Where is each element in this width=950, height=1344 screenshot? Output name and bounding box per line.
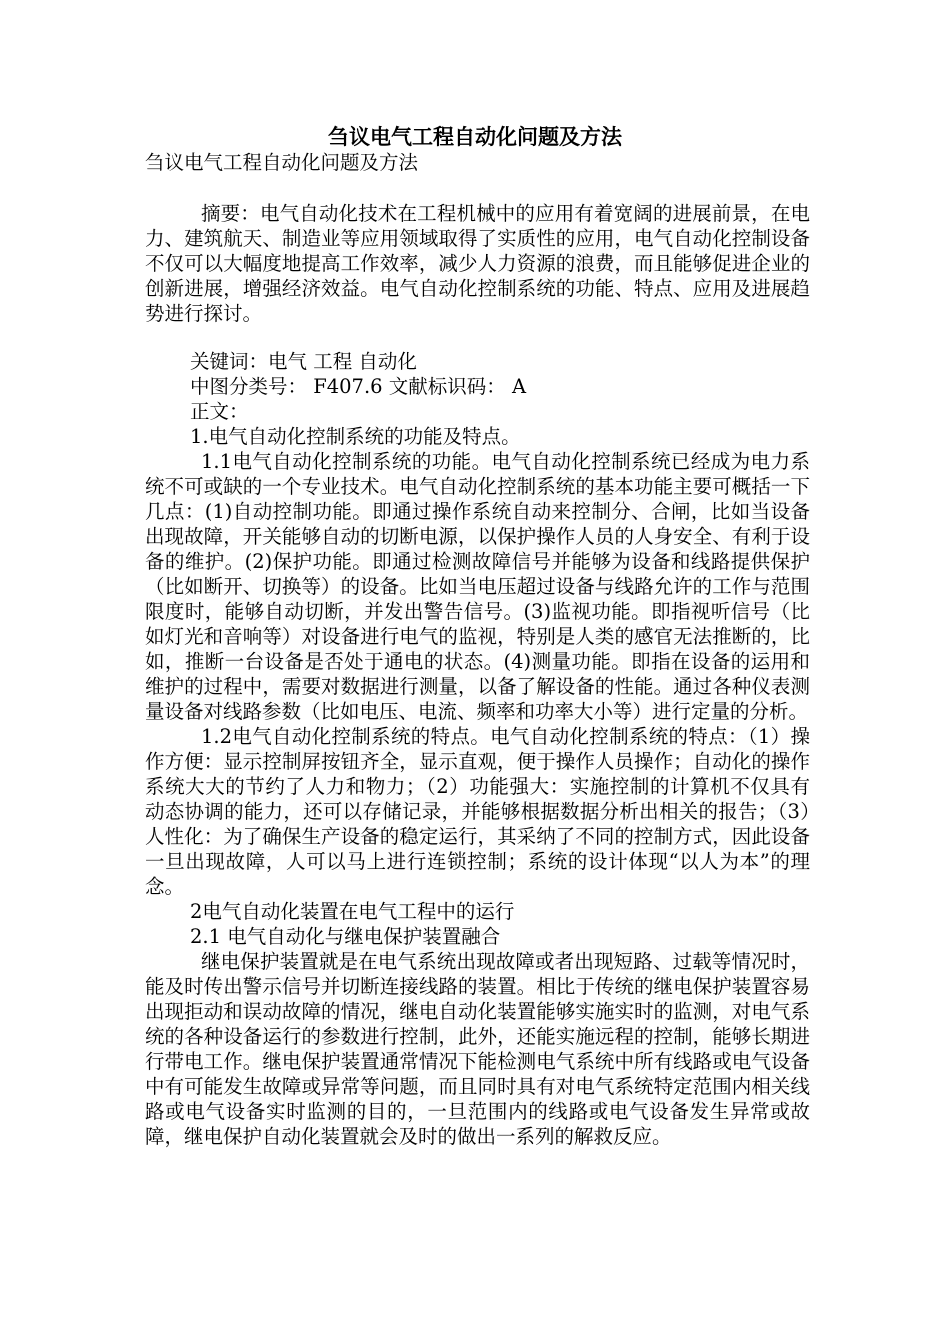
document-subtitle: 刍议电气工程自动化问题及方法 [145,151,419,174]
section1-heading: 1.电气自动化控制系统的功能及特点。 [190,425,521,448]
classification-line: 中图分类号： F407.6 文献标识码： A [190,375,527,398]
document-title: 刍议电气工程自动化问题及方法 [328,124,622,149]
section2-1-heading: 2.1 电气自动化与继电保护装置融合 [190,925,501,948]
section2-heading: 2电气自动化装置在电气工程中的运行 [190,900,515,923]
section1-2-paragraph: 1.2电气自动化控制系统的特点。电气自动化控制系统的特点：（1）操作方便：显示控制屏按钮齐全，显示直观，便于操作人员操作；自动化的操作系统大大的节约了人力和物力；（2）功能强大：实施控制的计算机不仅具有动态协调的能力，还可以存储记录，并能够根据数据分析出相关的报告；（3）人性化：为了确保生产设备的稳定运行，其采纳了不同的控制方式，因此设备一旦出现故障，人可以马上进行连锁控制；系统的设计体现“以人为本”的理念。 [145,725,810,898]
body-label: 正文： [190,400,249,423]
keywords-line: 关键词：电气 工程 自动化 [190,350,417,373]
abstract-paragraph: 摘要：电气自动化技术在工程机械中的应用有着宽阔的进展前景，在电力、建筑航天、制造业等应用领域取得了实质性的应用，电气自动化控制设备不仅可以大幅度地提高工作效率，减少人力资源的浪费，而且能够促进企业的创新进展，增强经济效益。电气自动化控制系统的功能、特点、应用及进展趋势进行探讨。 [145,202,810,325]
document-body [145,150,810,1149]
section1-1-paragraph: 1.1电气自动化控制系统的功能。电气自动化控制系统已经成为电力系统不可或缺的一个专业技术。电气自动化控制系统的基本功能主要可概括一下几点：(1)自动控制功能。即通过操作系统自动来控制分、合闸，比如当设备出现故障，开关能够自动的切断电源，以保护操作人员的人身安全、有利于设备的维护。(2)保护功能。即通过检测故障信号并能够为设备和线路提供保护（比如断开、切换等）的设备。比如当电压超过设备与线路允许的工作与范围限度时，能够自动切断，并发出警告信号。(3)监视功能。即指视听信号（比如灯光和音响等）对设备进行电气的监视，特别是人类的感官无法推断的，比如，推断一台设备是否处于通电的状态。(4)测量功能。即指在设备的运用和维护的过程中，需要对数据进行测量，以备了解设备的性能。通过各种仪表测量设备对线路参数（比如电压、电流、频率和功率大小等）进行定量的分析。 [145,450,810,723]
section2-1-paragraph: 继电保护装置就是在电气系统出现故障或者出现短路、过载等情况时，能及时传出警示信号并切断连接线路的装置。相比于传统的继电保护装置容易出现拒动和误动故障的情况，继电自动化装置能够实施实时的监测，对电气系统的各种设备运行的参数进行控制，此外，还能实施远程的控制，能够长期进行带电工作。继电保护装置通常情况下能检测电气系统中所有线路或电气设备中有可能发生故障或异常等问题，而且同时具有对电气系统特定范围内相关线路或电气设备实时监测的目的，一旦范围内的线路或电气设备发生异常或故障，继电保护自动化装置就会及时的做出一系列的解救反应。 [145,950,810,1148]
